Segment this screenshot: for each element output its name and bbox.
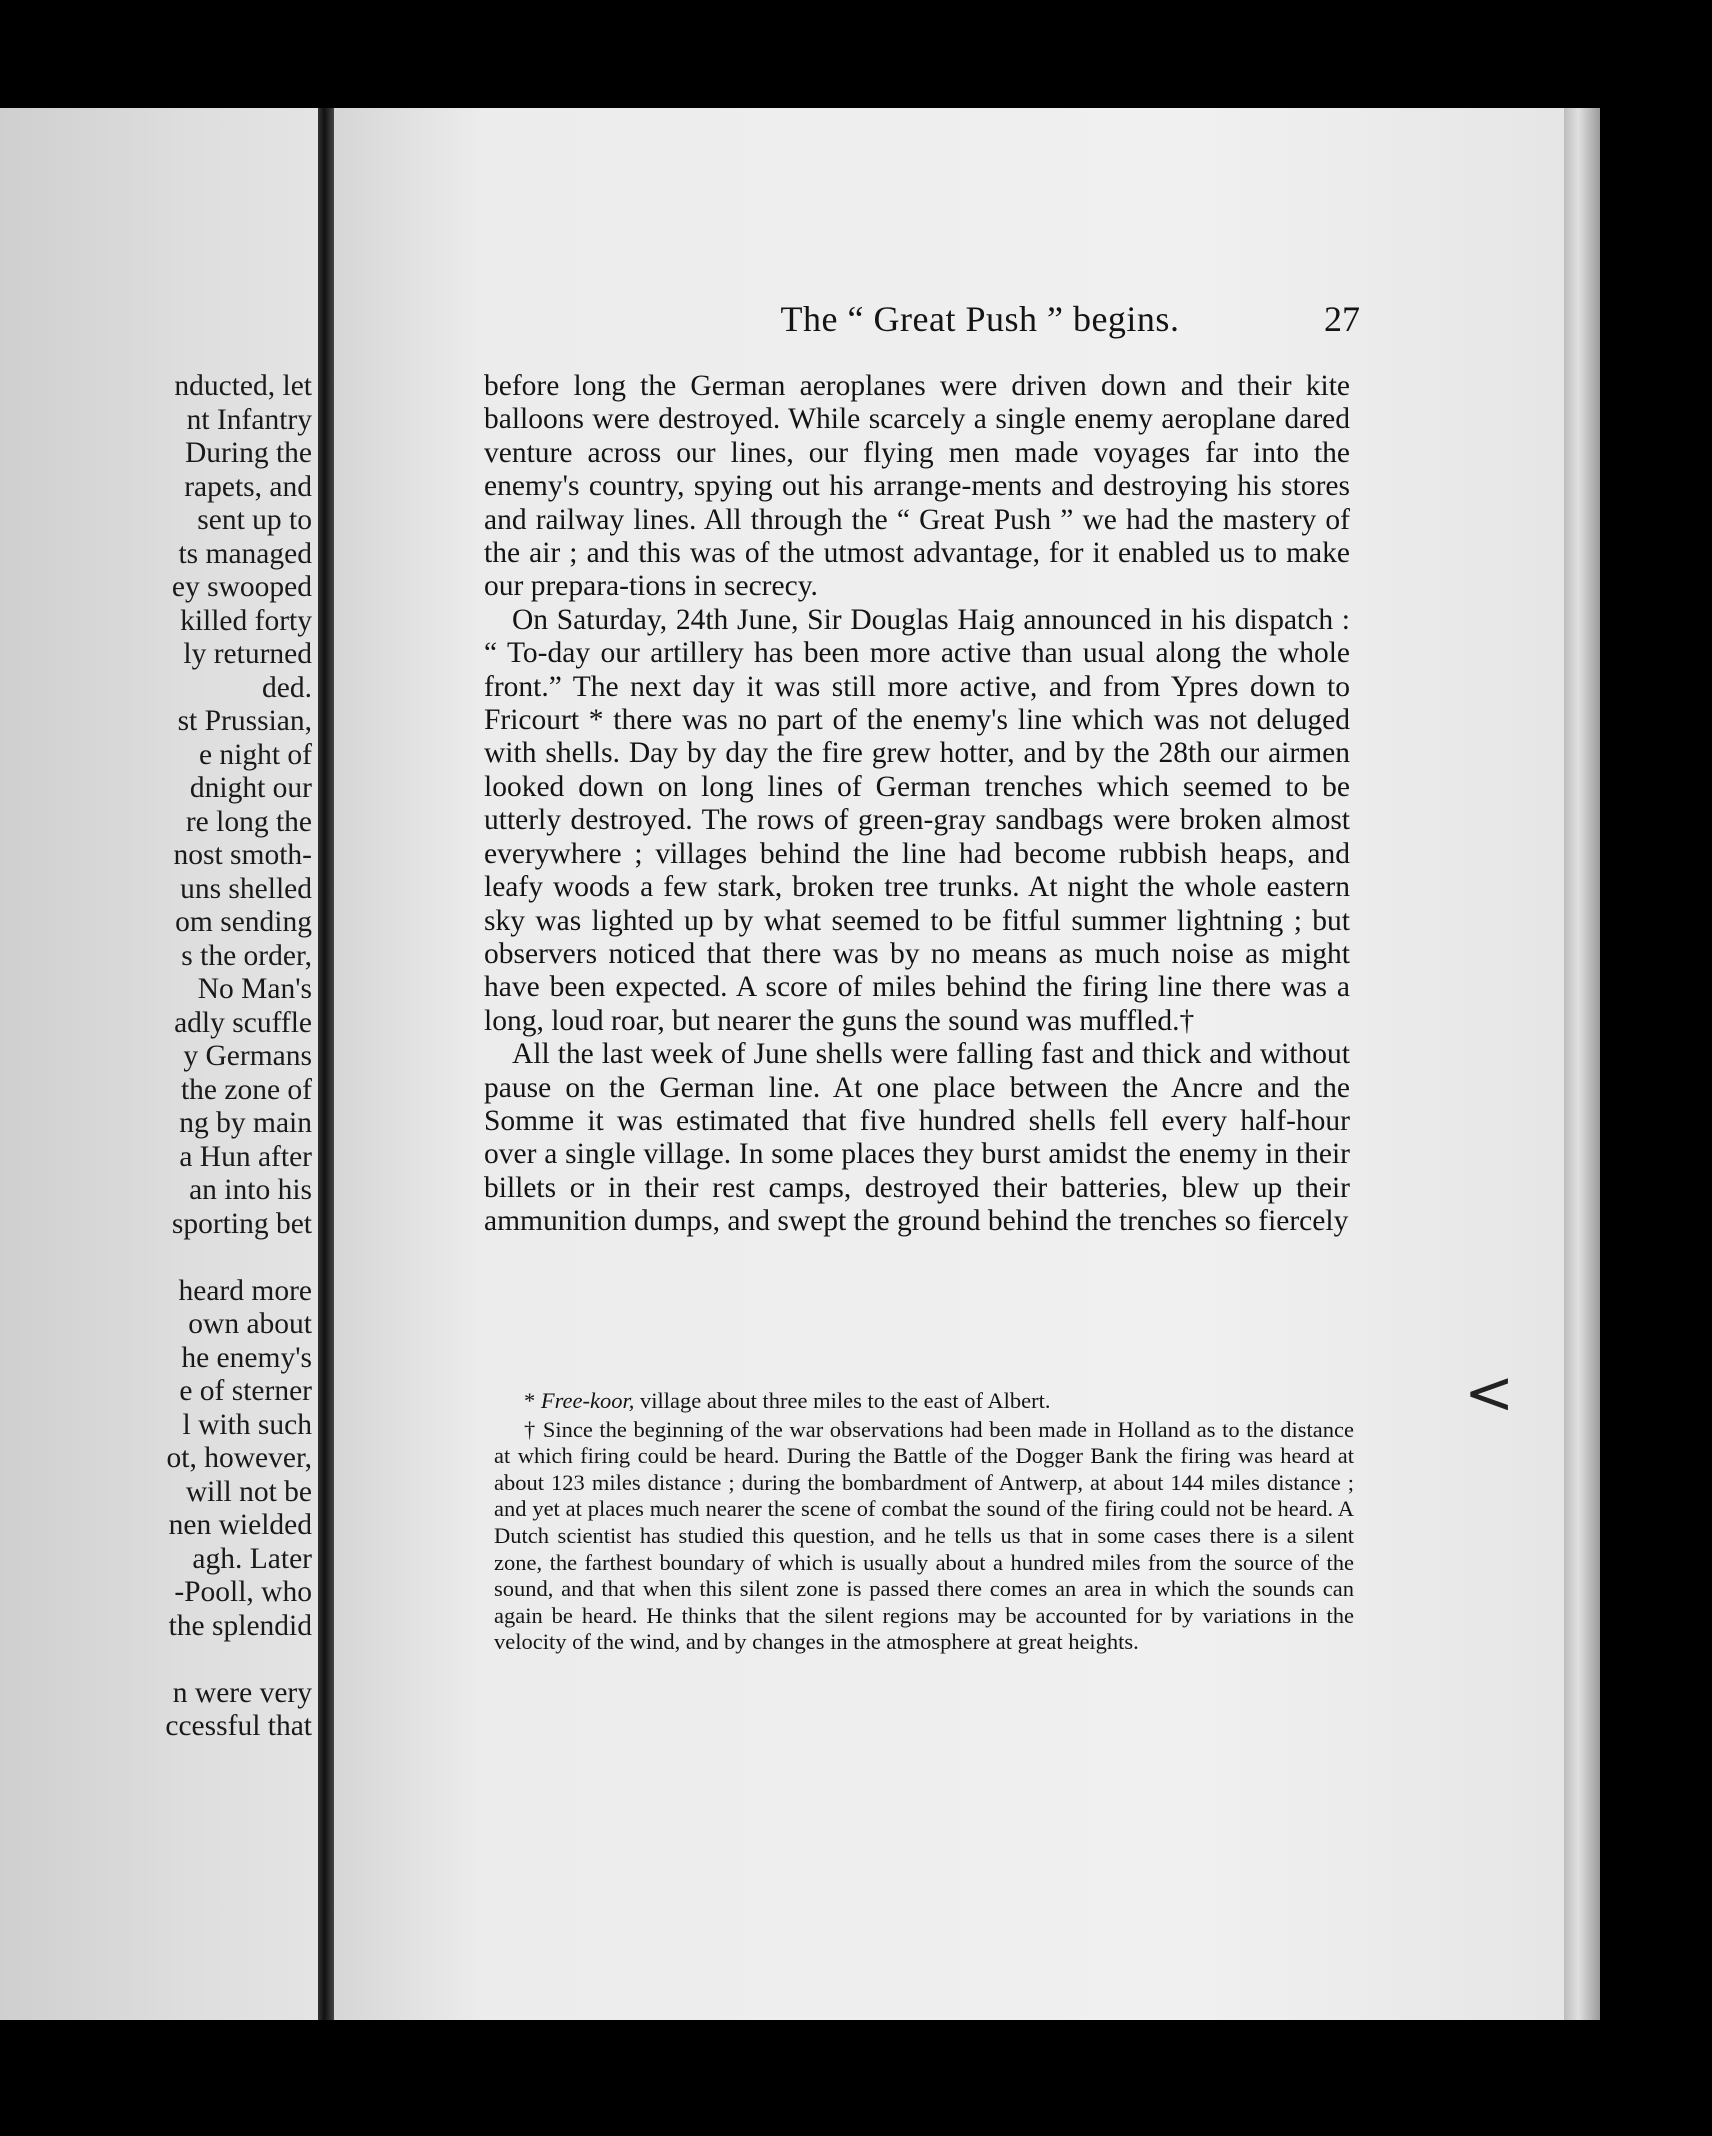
left-page-line: ng by main (179, 1107, 312, 1139)
left-page-line: n were very (172, 1676, 312, 1709)
running-head: The “ Great Push ” begins. (780, 299, 1180, 339)
left-page-line: an into his (189, 1174, 312, 1206)
left-page-line: sporting bet (171, 1207, 312, 1240)
left-page-line: l with such (182, 1408, 312, 1441)
left-page-line: ly returned (183, 638, 312, 670)
left-page-line: agh. Later (192, 1542, 312, 1575)
scan-border-right (1600, 108, 1712, 2020)
left-page-line: st Prussian, (177, 705, 312, 737)
left-page-line: heard more (178, 1274, 312, 1307)
paragraph: before long the German aeroplanes were driven down and their kite balloons were destroyed. While scarcely a single enemy aeroplane dared venture across our lines, our flying men made voyages far into the enemy's country, spying out his arrange-ments and destroying his stores and railway lines. All through the “ Great Push ” we had the mastery of the air ; and this was of the utmost advantage, for it enabled us to make our prepara-tions in secrecy. (484, 370, 1350, 603)
left-page-line: he enemy's (181, 1341, 312, 1374)
left-page-line: uns shelled (180, 872, 312, 905)
left-page-line: y Germans (183, 1040, 312, 1072)
paragraph: All the last week of June shells were falling fast and thick and without pause on the German line. At one place between the Ancre and the Somme it was estimated that five hundred shells fell every half-hour over a single village. In some places they burst amidst the enemy in their billets or in their rest camps, destroyed their batteries, blew up their ammunition dumps, and swept the ground behind the trenches so fiercely (484, 1038, 1350, 1238)
left-page-line: nducted, let (174, 370, 312, 402)
left-page-line: om sending (175, 906, 312, 938)
left-page-line: own about (188, 1308, 312, 1340)
left-page-line: rapets, and (184, 470, 312, 503)
left-page-line: nost smoth- (173, 839, 312, 871)
left-page-line: -Pooll, who (174, 1576, 312, 1608)
left-page-line: sent up to (197, 504, 312, 536)
left-page-line: nen wielded (168, 1509, 312, 1541)
left-page-line: the zone of (180, 1073, 312, 1106)
margin-pencil-mark: < (1464, 1358, 1515, 1428)
left-page-line: the splendid (168, 1609, 312, 1642)
left-page-line: nt Infantry (186, 403, 312, 436)
left-page-line: ey swooped (171, 571, 312, 603)
footnote (494, 1388, 1354, 1415)
scan-border-top (0, 0, 1712, 108)
left-page-line: During the (185, 437, 312, 469)
page-edge (1564, 108, 1600, 2020)
left-page-line (0, 1241, 312, 1275)
left-page-line: No Man's (197, 973, 312, 1005)
scan-border-bottom (0, 2020, 1712, 2136)
left-page-line: ded. (262, 671, 312, 704)
paragraph: On Saturday, 24th June, Sir Douglas Haig announced in his dispatch : “ To-day our artillery has been more active than usual along the whole front.” The next day it was still more active, and from Ypres down to Fricourt * there was no part of the enemy's line which was not deluged with shells. Day by day the fire grew hotter, and by the 28th our airmen looked down on long lines of German trenches which seemed to be utterly destroyed. The rows of green-gray sandbags were broken almost everywhere ; villages behind the line had become rubbish heaps, and leafy woods a few stark, broken tree trunks. At night the whole eastern sky was lighted up by what seemed to be fitful summer lightning ; but observers noticed that there was by no means as much noise as might have been expected. A score of miles behind the firing line there was a long, loud roar, but nearer the guns the sound was muffled.† (484, 603, 1350, 1037)
left-page-line: killed forty (180, 604, 312, 637)
footnote-text: Since the beginning of the war observations had been made in Holland as to the distance at which firing could be heard. During the Battle of the Dogger Bank the firing was heard at about 123 miles distance ; during the bombardment of Antwerp, at about 144 miles distance ; and yet at places much nearer the scene of combat the sound of the firing could not be heard. A Dutch scientist has studied this question, and he tells us that in some cases there is a silent zone, the farthest boundary of which is usually about a hundred miles from the source of the sound, and that when this silent zone is passed there comes an area in which the sounds can again be heard. He thinks that the silent regions may be accounted for by variations in the velocity of the wind, and by changes in the atmosphere at great heights. (494, 1416, 1354, 1655)
left-page-line: re long the (185, 805, 312, 838)
left-page-text (0, 370, 312, 1744)
footnote-mark: * (524, 1388, 536, 1413)
left-page-line: will not be (185, 1475, 312, 1508)
footnote (494, 1417, 1354, 1656)
left-page-line: s the order, (181, 939, 312, 972)
footnote-text: village about three miles to the east of Albert. (640, 1388, 1051, 1413)
footnotes (494, 1388, 1354, 1658)
left-page-line: e night of (198, 738, 312, 771)
footnote-mark: † (524, 1416, 537, 1442)
left-page-line: adly scuffle (174, 1006, 312, 1039)
footnote-term: Free-koor, (540, 1388, 635, 1413)
left-page-line: ts managed (178, 537, 312, 570)
left-page-fragment (0, 108, 318, 2020)
left-page-line: dnight our (189, 772, 312, 804)
body-text (484, 370, 1350, 1239)
left-page-line: ccessful that (165, 1710, 312, 1742)
left-page-line: ot, however, (166, 1442, 312, 1474)
page-number: 27 (1324, 299, 1360, 339)
left-page-line: a Hun after (179, 1140, 312, 1173)
left-page-line (0, 1643, 312, 1677)
book-gutter (318, 108, 334, 2020)
right-page (334, 108, 1564, 2020)
left-page-line: e of sterner (179, 1375, 312, 1407)
